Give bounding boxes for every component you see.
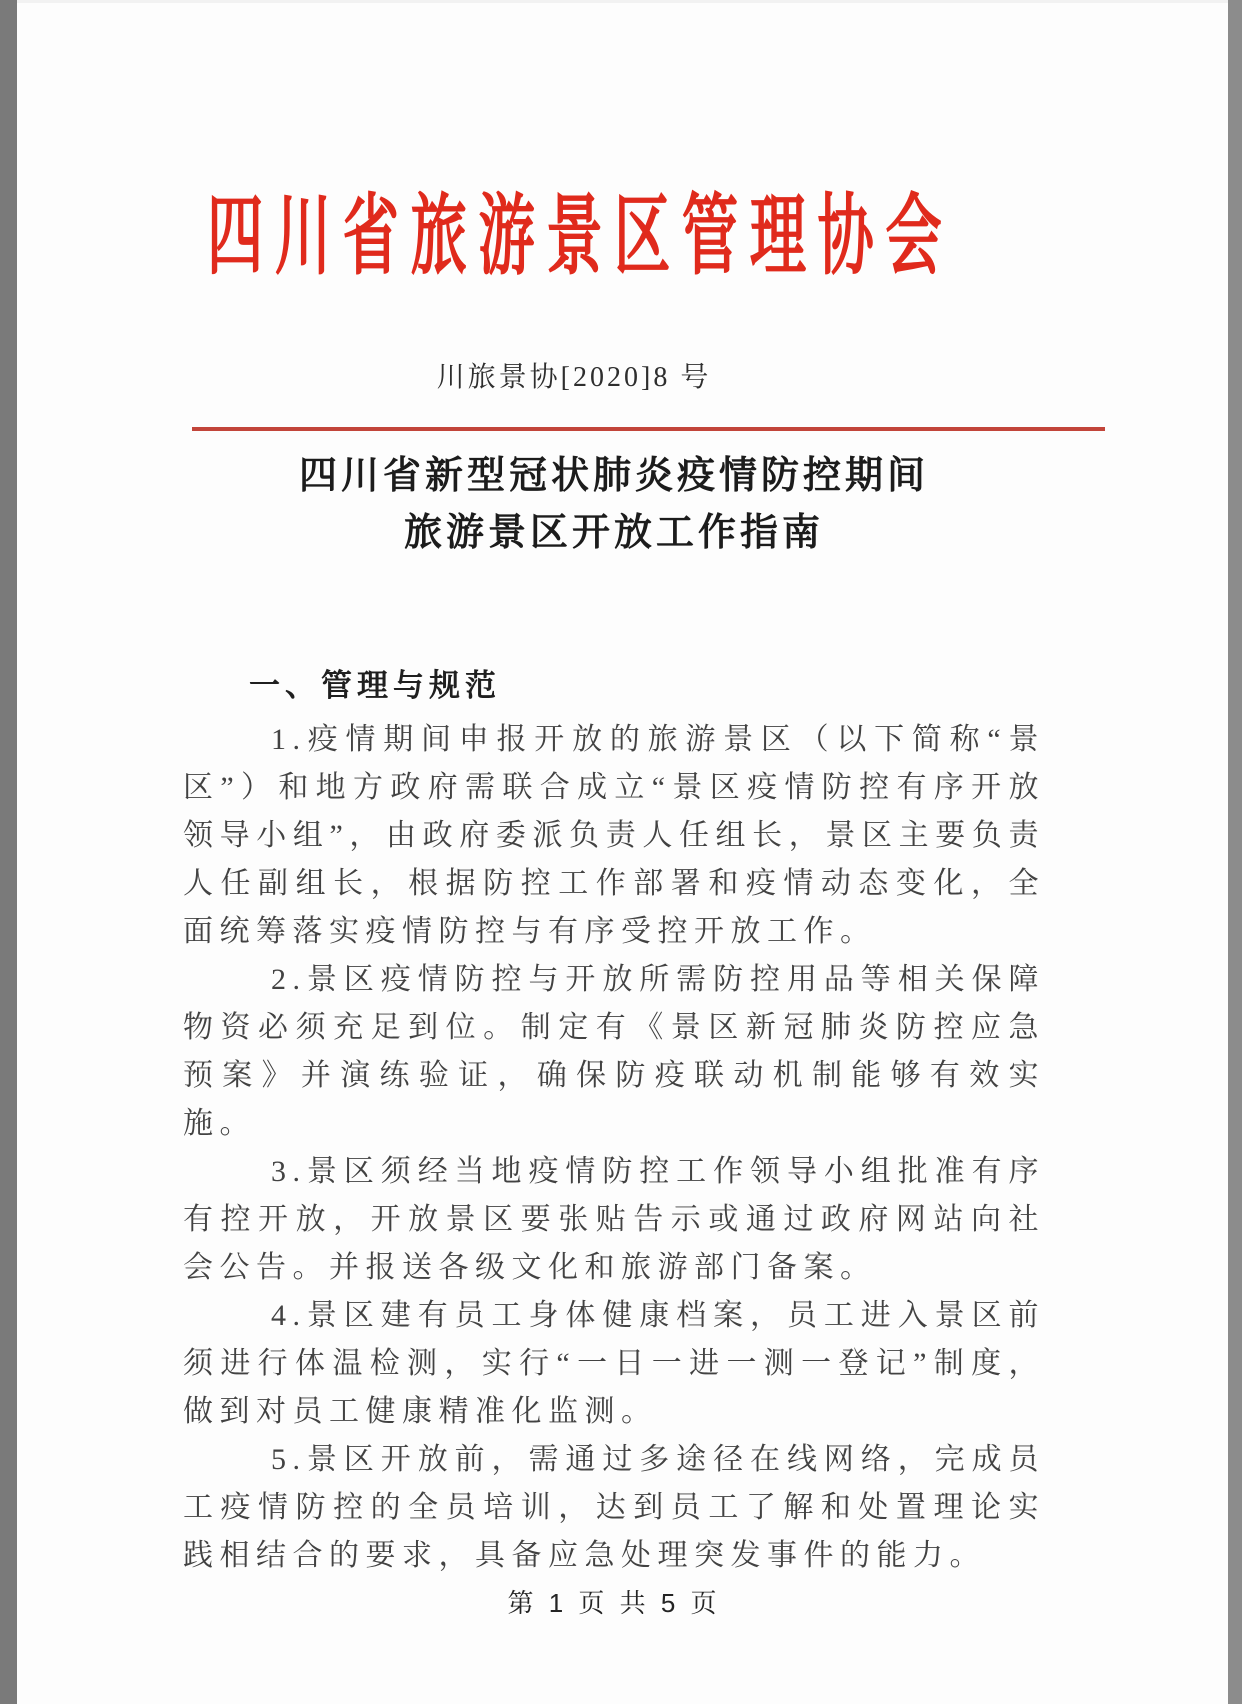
letterhead-org-title: 四川省旅游景区管理协会 [207, 189, 954, 286]
letterhead-divider-rule [192, 427, 1105, 431]
document-title-line2: 旅游景区开放工作指南 [403, 512, 824, 554]
document-title-line1: 四川省新型冠状肺炎疫情防控期间 [298, 455, 929, 497]
scan-edge-top-line [17, 0, 1228, 3]
scan-edge-left-bar [0, 0, 17, 1704]
body-paragraph-3: 3.景区须经当地疫情防控工作领导小组批准有序有控开放，开放景区要张贴告示或通过政府网站向社会公告。并报送各级文化和旅游部门备案。 [183, 1155, 1045, 1284]
scan-edge-right-bar [1228, 0, 1242, 1704]
body-paragraph-4: 4.景区建有员工身体健康档案，员工进入景区前须进行体温检测，实行“一日一进一测一登记”制度，做到对员工健康精准化监测。 [183, 1299, 1045, 1428]
document-title [183, 448, 1045, 562]
body-paragraph-5: 5.景区开放前，需通过多途径在线网络，完成员工疫情防控的全员培训，达到员工了解和处置理论实践相结合的要求，具备应急处理突发事件的能力。 [183, 1443, 1045, 1572]
page-number-indicator: 第 1 页 共 5 页 [507, 1588, 721, 1618]
body-paragraph-1: 1.疫情期间申报开放的旅游景区（以下简称“景区”）和地方政府需联合成立“景区疫情防控有序开放领导小组”，由政府委派负责人任组长，景区主要负责人任副组长，根据防控工作部署和疫情动态变化，全面统筹落实疫情防控与有序受控开放工作。 [183, 723, 1045, 948]
body-paragraph-2: 2.景区疫情防控与开放所需防控用品等相关保障物资必须充足到位。制定有《景区新冠肺炎防控应急预案》并演练验证，确保防疫联动机制能够有效实施。 [183, 963, 1045, 1140]
section-heading: 一、管理与规范 [249, 668, 501, 703]
document-number: 川旅景协[2020]8 号 [436, 362, 712, 393]
document-body [183, 716, 1045, 1580]
